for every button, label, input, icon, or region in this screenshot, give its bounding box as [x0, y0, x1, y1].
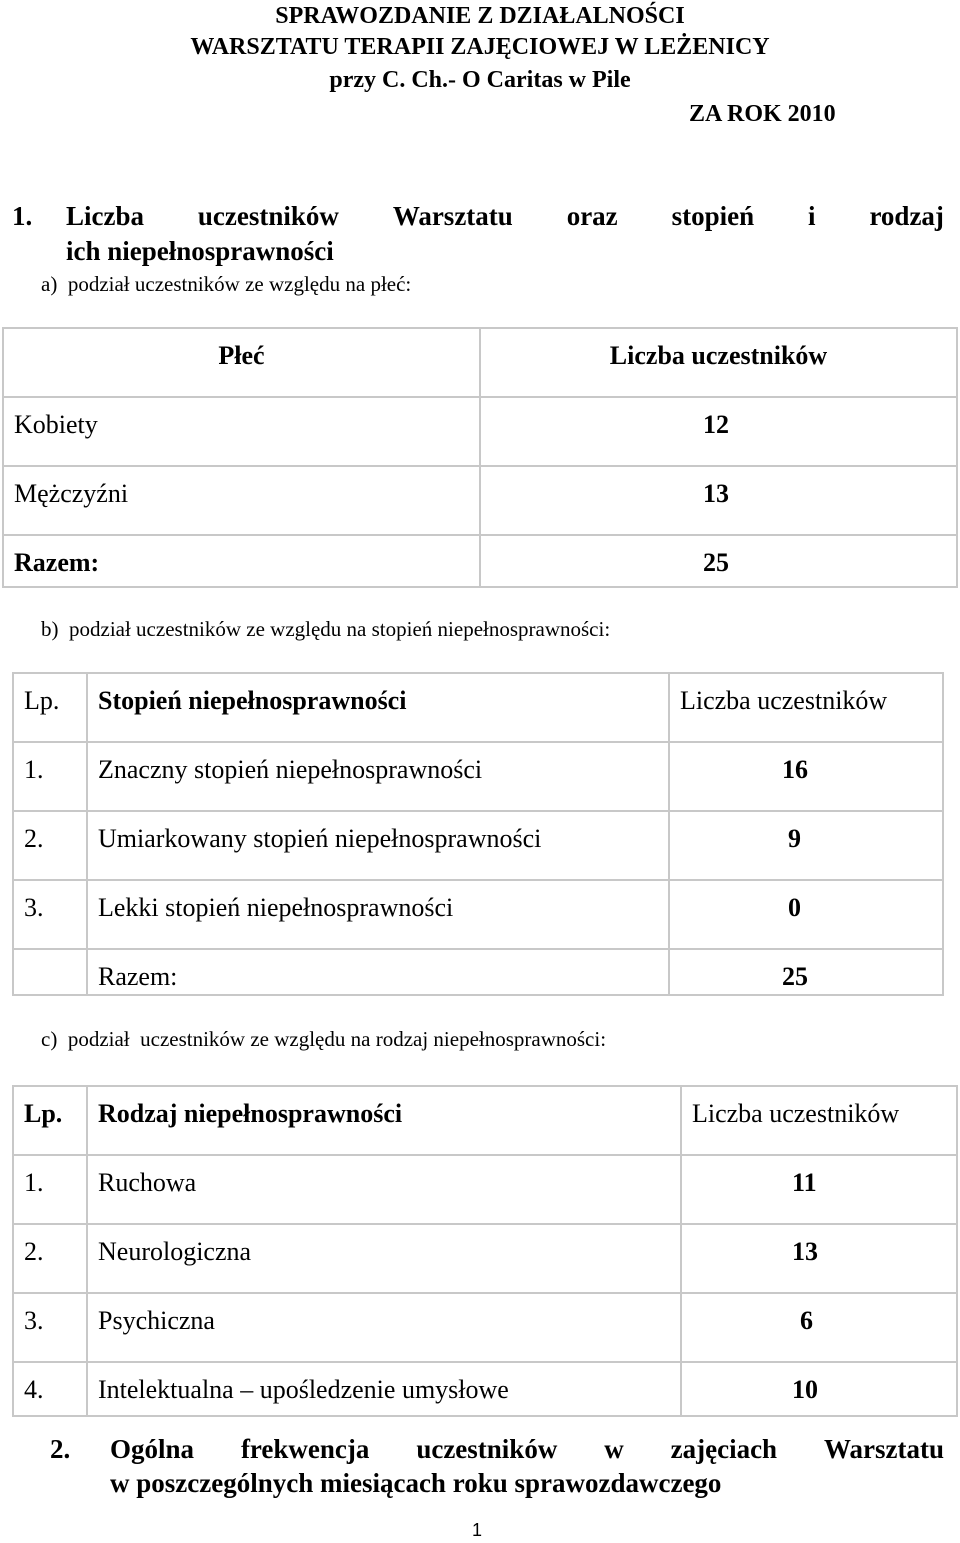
row-value: 0: [669, 880, 943, 949]
heading-word: frekwencja: [240, 1434, 370, 1464]
row-label: Razem:: [3, 535, 480, 587]
section1-heading-line2: ich niepełnosprawności: [66, 236, 334, 266]
table-header-row: [3, 328, 957, 397]
heading-word: uczestników: [197, 201, 339, 231]
row-value: 9: [669, 811, 943, 880]
row-lp: 2.: [13, 811, 87, 880]
row-value: 13: [480, 466, 957, 535]
table-header-row: [13, 673, 943, 742]
row-label: Ruchowa: [87, 1155, 681, 1224]
disability-degree-table: [12, 672, 944, 996]
section2-number: 2.: [50, 1434, 71, 1464]
heading-word: w: [604, 1434, 624, 1464]
header-cell: Liczba uczestników: [681, 1086, 957, 1155]
header-cell: Lp.: [13, 673, 87, 742]
document-title-line3: przy C. Ch.- O Caritas w Pile: [329, 67, 631, 93]
row-value: 25: [480, 535, 957, 587]
row-value: 11: [681, 1155, 957, 1224]
table-a-caption: a) podział uczestników ze względu na płeć:: [41, 272, 412, 296]
header-cell: Lp.: [13, 1086, 87, 1155]
table-row: [3, 535, 957, 587]
disability-type-table: [12, 1085, 958, 1417]
heading-word: stopień: [671, 201, 755, 231]
header-cell: Rodzaj niepełnosprawności: [87, 1086, 681, 1155]
row-label: Intelektualna – upośledzenie umysłowe: [87, 1362, 681, 1416]
row-label: Umiarkowany stopień niepełnosprawności: [87, 811, 669, 880]
section2-heading-line1: [110, 1434, 944, 1465]
row-label: Mężczyźni: [3, 466, 480, 535]
row-lp: 1.: [13, 742, 87, 811]
heading-word: Ogólna: [110, 1434, 195, 1464]
header-cell: Stopień niepełnosprawności: [87, 673, 669, 742]
row-lp: [13, 949, 87, 995]
gender-table: [2, 327, 958, 588]
table-c-caption: c) podział uczestników ze względu na rodzaj niepełnosprawności:: [41, 1027, 607, 1051]
table-row: [13, 1362, 957, 1416]
heading-word: rodzaj: [869, 201, 944, 231]
row-lp: 3.: [13, 1293, 87, 1362]
page-number: 1: [472, 1520, 483, 1540]
heading-word: Warsztatu: [823, 1434, 944, 1464]
row-label: Neurologiczna: [87, 1224, 681, 1293]
document-title-line2: WARSZTATU TERAPII ZAJĘCIOWEJ W LEŻENICY: [190, 34, 770, 60]
heading-word: uczestników: [416, 1434, 558, 1464]
row-label: Lekki stopień niepełnosprawności: [87, 880, 669, 949]
section2-heading-line2: w poszczególnych miesiącach roku sprawozdawczego: [110, 1468, 722, 1498]
section1-heading-line1: [66, 201, 944, 232]
row-label: Razem:: [87, 949, 669, 995]
row-value: 16: [669, 742, 943, 811]
table-row: [13, 880, 943, 949]
row-value: 25: [669, 949, 943, 995]
row-lp: 1.: [13, 1155, 87, 1224]
header-cell: Płeć: [3, 328, 480, 397]
table-row: [13, 742, 943, 811]
table-row: [3, 397, 957, 466]
heading-word: zajęciach: [670, 1434, 778, 1464]
row-label: Psychiczna: [87, 1293, 681, 1362]
header-cell: Liczba uczestników: [669, 673, 943, 742]
row-lp: 3.: [13, 880, 87, 949]
table-row: [13, 811, 943, 880]
row-label: Kobiety: [3, 397, 480, 466]
heading-word: Warsztatu: [392, 201, 513, 231]
document-title-line1: SPRAWOZDANIE Z DZIAŁALNOŚCI: [275, 3, 685, 29]
row-value: 13: [681, 1224, 957, 1293]
table-row: [13, 1224, 957, 1293]
row-lp: 4.: [13, 1362, 87, 1416]
heading-word: i: [808, 201, 816, 231]
report-year: ZA ROK 2010: [689, 101, 836, 127]
row-value: 10: [681, 1362, 957, 1416]
row-value: 12: [480, 397, 957, 466]
heading-word: oraz: [566, 201, 618, 231]
row-label: Znaczny stopień niepełnosprawności: [87, 742, 669, 811]
table-b-caption: b) podział uczestników ze względu na stopień niepełnosprawności:: [41, 617, 611, 641]
table-row: [13, 1293, 957, 1362]
table-row: [3, 466, 957, 535]
row-lp: 2.: [13, 1224, 87, 1293]
heading-word: Liczba: [66, 201, 144, 231]
table-row: [13, 949, 943, 995]
header-cell: Liczba uczestników: [480, 328, 957, 397]
section1-number: 1.: [12, 201, 33, 231]
table-row: [13, 1155, 957, 1224]
table-header-row: [13, 1086, 957, 1155]
row-value: 6: [681, 1293, 957, 1362]
